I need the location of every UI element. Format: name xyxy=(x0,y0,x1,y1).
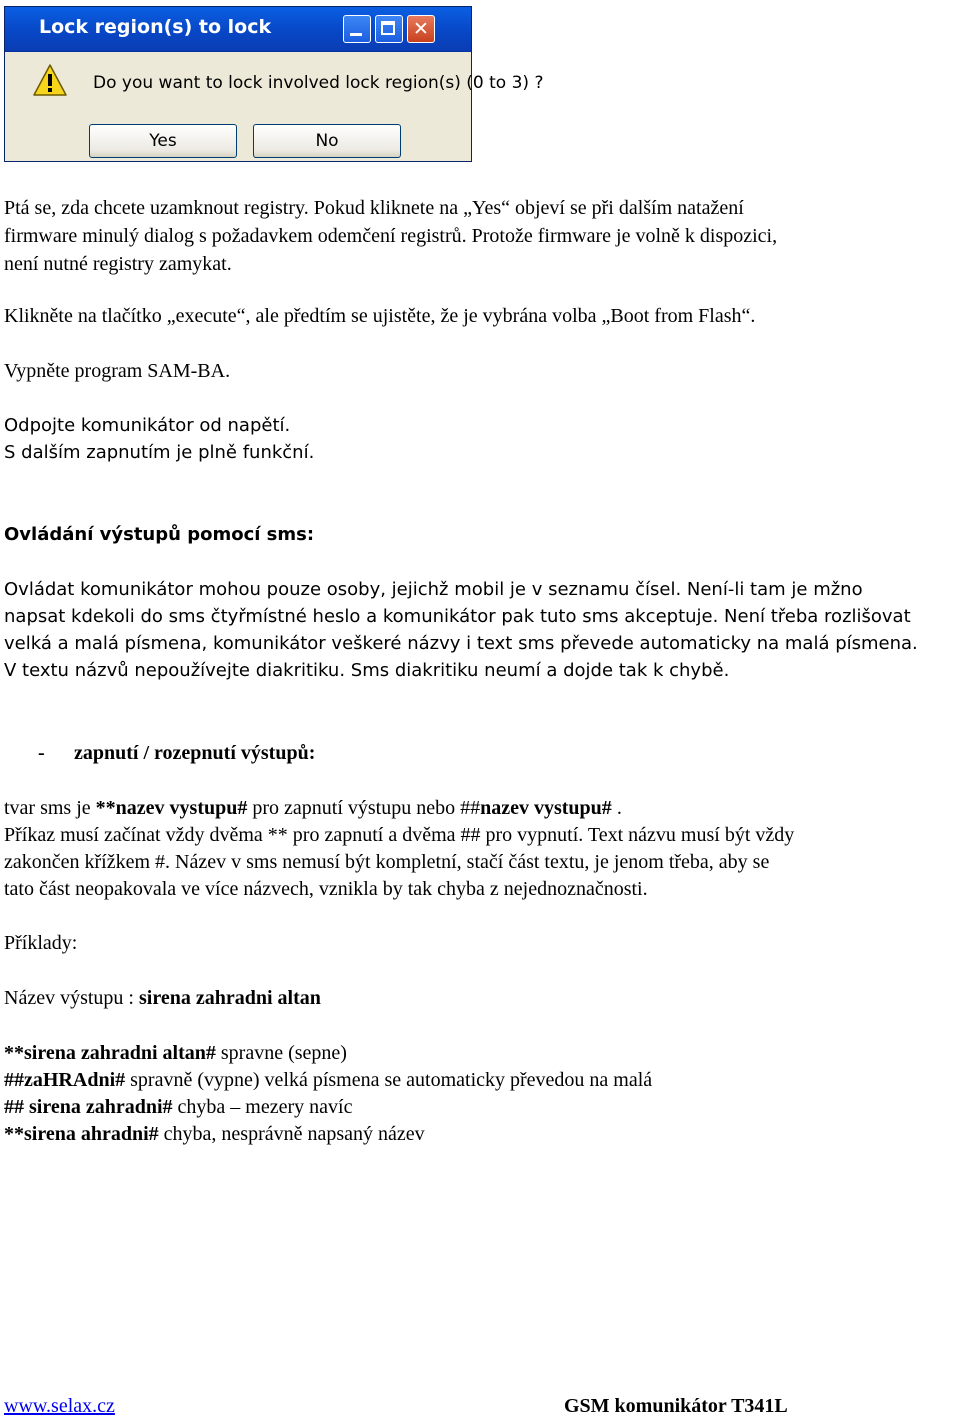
example-description: chyba – mezery navíc xyxy=(172,1096,353,1118)
output-name-label: Název výstupu : xyxy=(4,987,139,1009)
example-command: **sirena ahradni# xyxy=(4,1123,159,1145)
example-command: **sirena zahradni altan# xyxy=(4,1042,216,1064)
minimize-icon xyxy=(350,33,362,36)
output-name-value: sirena zahradni altan xyxy=(138,987,321,1009)
footer-product-name: GSM komunikátor T341L xyxy=(564,1395,788,1417)
paragraph-line: firmware minulý dialog s požadavkem odemčení registrů. Protože firmware je volně k dispozici, xyxy=(4,225,778,247)
paragraph-line: Ptá se, zda chcete uzamknout registry. Pokud kliknete na „Yes“ objeví se při dalším natažení xyxy=(4,197,744,219)
example-line xyxy=(4,1094,352,1120)
paragraph-execute: Klikněte na tlačítko „execute“, ale předtím se ujistěte, že je vybrána volba „Boot from Flash“. xyxy=(4,305,756,327)
footer-link-line xyxy=(4,1393,115,1419)
paragraph-line: zakončen křížkem #. Název v sms nemusí být kompletní, stačí část textu, je jenom třeba, aby se xyxy=(4,851,770,873)
close-button[interactable] xyxy=(407,15,435,43)
format-off-command: nazev vystupu# xyxy=(480,797,612,819)
format-on-command: **nazev vystupu# xyxy=(95,797,248,819)
footer-website-link[interactable]: www.selax.cz xyxy=(4,1395,115,1417)
warning-icon xyxy=(33,64,67,96)
dialog-titlebar[interactable] xyxy=(5,7,471,52)
dialog-message: Do you want to lock involved lock region(s) (0 to 3) ? xyxy=(93,73,544,93)
close-icon: ✕ xyxy=(413,18,429,40)
paragraph-line: Ovládat komunikátor mohou pouze osoby, jejichž mobil je v seznamu čísel. Není-li tam je mžno xyxy=(4,579,863,600)
paragraph-line: velká a malá písmena, komunikátor veškeré názvy i text sms převede automaticky na malá písmena. xyxy=(4,633,918,654)
example-line xyxy=(4,1040,347,1066)
maximize-button[interactable] xyxy=(375,15,403,43)
format-text: tvar sms je xyxy=(4,797,96,819)
example-description: spravně (vypne) velká písmena se automaticky převedou na malá xyxy=(125,1069,653,1091)
paragraph-sam-ba: Vypněte program SAM-BA. xyxy=(4,360,231,382)
paragraph-line: tato část neopakovala ve více názvech, vznikla by tak chyba z nejednoznačnosti. xyxy=(4,878,648,900)
example-command: ##zaHRAdni# xyxy=(4,1069,126,1091)
paragraph-line: napsat kdekoli do sms čtyřmístné heslo a komunikátor pak tuto sms akceptuje. Není třeba rozlišovat xyxy=(4,606,911,627)
example-command: ## sirena zahradni# xyxy=(4,1096,173,1118)
example-description: spravne (sepne) xyxy=(215,1042,347,1064)
paragraph-line: není nutné registry zamykat. xyxy=(4,253,232,275)
minimize-button[interactable] xyxy=(343,15,371,43)
no-button[interactable]: No xyxy=(253,124,401,158)
paragraph-line: Příkaz musí začínat vždy dvěma ** pro zapnutí a dvěma ## pro vypnutí. Text názvu musí být vždy xyxy=(4,824,795,846)
paragraph-line: V textu názvů nepoužívejte diakritiku. Sms diakritiku neumí a dojde tak k chybě. xyxy=(4,660,730,681)
output-name-line xyxy=(4,985,321,1011)
format-text: . xyxy=(611,797,622,819)
paragraph-functional: S dalším zapnutím je plně funkční. xyxy=(4,442,315,463)
dialog-title: Lock region(s) to lock xyxy=(39,16,272,38)
example-description: chyba, nesprávně napsaný název xyxy=(158,1123,425,1145)
yes-button[interactable]: Yes xyxy=(89,124,237,158)
paragraph-disconnect: Odpojte komunikátor od napětí. xyxy=(4,415,291,436)
lock-region-dialog xyxy=(4,6,544,162)
maximize-icon xyxy=(381,21,395,35)
section-heading: Ovládání výstupů pomocí sms: xyxy=(4,524,315,545)
examples-label: Příklady: xyxy=(4,932,78,954)
subsection-title: zapnutí / rozepnutí výstupů: xyxy=(74,742,316,764)
example-line xyxy=(4,1067,652,1093)
example-line xyxy=(4,1121,425,1147)
format-line xyxy=(4,795,622,821)
format-text: pro zapnutí výstupu nebo ## xyxy=(247,797,481,819)
list-dash: - xyxy=(38,742,45,764)
